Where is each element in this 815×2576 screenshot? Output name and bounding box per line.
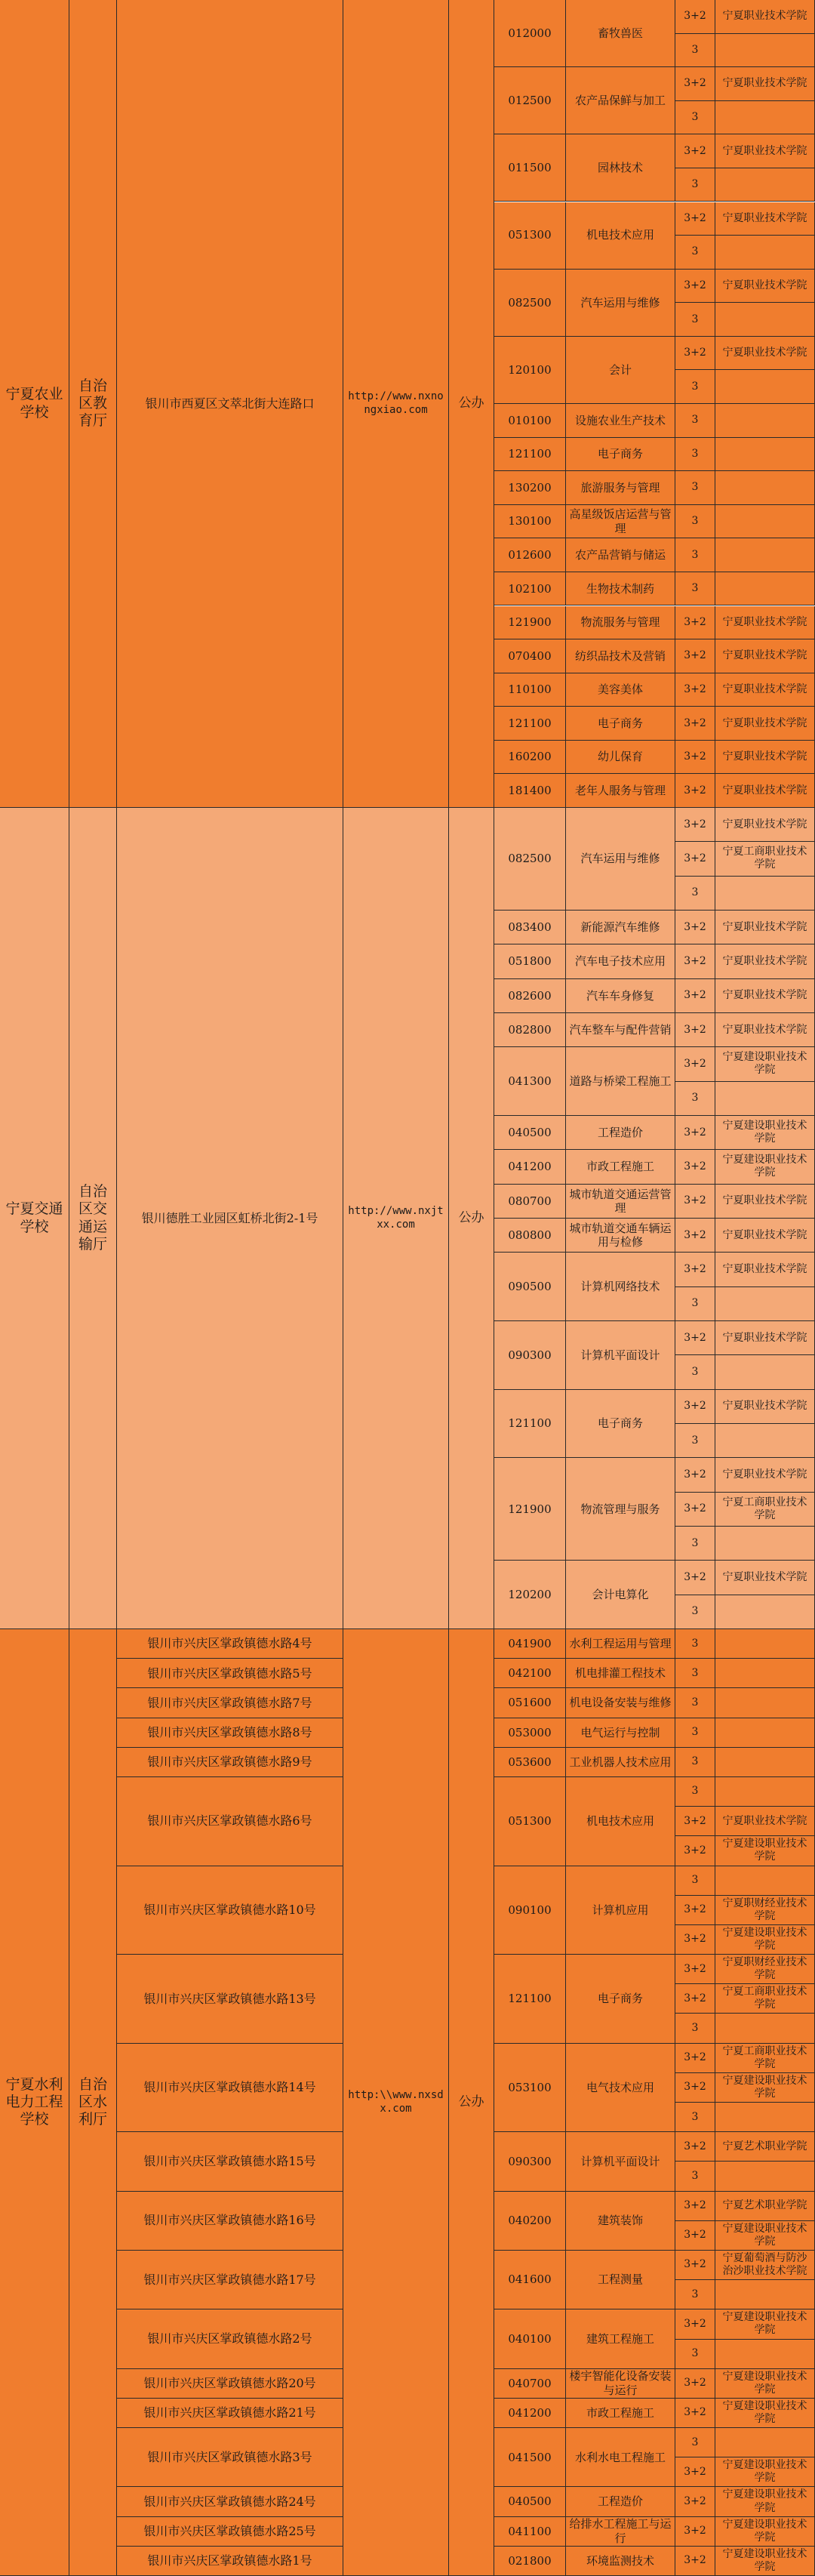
partner-college: 宁夏职业技术学院 bbox=[715, 774, 815, 808]
major-name: 汽车整车与配件营销 bbox=[566, 1013, 675, 1047]
major-address: 银川市兴庆区掌政镇德水路5号 bbox=[117, 1659, 343, 1688]
partner-college bbox=[715, 572, 815, 606]
partner-college bbox=[715, 1355, 815, 1389]
major-address: 银川市兴庆区掌政镇德水路1号 bbox=[117, 2547, 343, 2576]
study-length: 3+2 bbox=[675, 1955, 715, 1984]
major-code: 053600 bbox=[494, 1748, 566, 1777]
study-length: 3+2 bbox=[675, 202, 715, 236]
major-code: 040200 bbox=[494, 2192, 566, 2251]
study-length: 3 bbox=[675, 370, 715, 404]
major-code: 041100 bbox=[494, 2517, 566, 2547]
major-name: 机电排灌工程技术 bbox=[566, 1659, 675, 1688]
study-length: 3+2 bbox=[675, 808, 715, 842]
study-length: 3 bbox=[675, 404, 715, 438]
major-code: 181400 bbox=[494, 774, 566, 808]
major-address: 银川市兴庆区掌政镇德水路3号 bbox=[117, 2428, 343, 2487]
partner-college: 宁夏工商职业技术学院 bbox=[715, 842, 815, 876]
partner-college: 宁夏职业技术学院 bbox=[715, 707, 815, 741]
partner-college bbox=[715, 2162, 815, 2191]
study-length: 3 bbox=[675, 1424, 715, 1458]
study-length: 3 bbox=[675, 1527, 715, 1561]
major-code: 051800 bbox=[494, 944, 566, 978]
partner-college: 宁夏职业技术学院 bbox=[715, 1561, 815, 1595]
partner-college bbox=[715, 101, 815, 135]
partner-college: 宁夏工商职业技术学院 bbox=[715, 1984, 815, 2014]
school-address: 银川市西夏区文萃北街大连路口 bbox=[117, 0, 343, 808]
school-type: 公办 bbox=[449, 1629, 494, 2576]
partner-college: 宁夏建设职业技术学院 bbox=[715, 1836, 815, 1866]
study-length: 3+2 bbox=[675, 2487, 715, 2516]
partner-college: 宁夏工商职业技术学院 bbox=[715, 1493, 815, 1527]
major-name: 汽车电子技术应用 bbox=[566, 944, 675, 978]
partner-college bbox=[715, 168, 815, 202]
study-length: 3+2 bbox=[675, 1219, 715, 1253]
major-name: 会计电算化 bbox=[566, 1561, 675, 1629]
major-name: 计算机应用 bbox=[566, 1866, 675, 1955]
major-name: 老年人服务与管理 bbox=[566, 774, 675, 808]
study-length: 3+2 bbox=[675, 2457, 715, 2487]
partner-college: 宁夏职财经业技术学院 bbox=[715, 1955, 815, 1984]
study-length: 3+2 bbox=[675, 1984, 715, 2014]
study-length: 3+2 bbox=[675, 673, 715, 707]
study-length: 3+2 bbox=[675, 337, 715, 371]
study-length: 3+2 bbox=[675, 944, 715, 978]
partner-college bbox=[715, 538, 815, 572]
partner-college bbox=[715, 34, 815, 68]
major-name: 工程造价 bbox=[566, 1116, 675, 1150]
study-length: 3 bbox=[675, 168, 715, 202]
major-code: 041500 bbox=[494, 2428, 566, 2487]
major-code: 090300 bbox=[494, 2132, 566, 2191]
major-code: 090300 bbox=[494, 1321, 566, 1390]
major-name: 汽车运用与维修 bbox=[566, 808, 675, 911]
major-code: 090100 bbox=[494, 1866, 566, 1955]
major-name: 市政工程施工 bbox=[566, 1150, 675, 1184]
major-code: 082500 bbox=[494, 808, 566, 911]
partner-college bbox=[715, 1527, 815, 1561]
study-length: 3+2 bbox=[675, 2369, 715, 2399]
major-code: 040700 bbox=[494, 2369, 566, 2399]
study-length: 3 bbox=[675, 471, 715, 505]
major-code: 083400 bbox=[494, 911, 566, 944]
study-length: 3+2 bbox=[675, 1561, 715, 1595]
study-length: 3+2 bbox=[675, 0, 715, 34]
study-length: 3 bbox=[675, 1866, 715, 1896]
major-address: 银川市兴庆区掌政镇德水路21号 bbox=[117, 2399, 343, 2428]
major-name: 农产品保鲜与加工 bbox=[566, 67, 675, 134]
major-name: 农产品营销与储运 bbox=[566, 538, 675, 572]
partner-college: 宁夏建设职业技术学院 bbox=[715, 1925, 815, 1955]
study-length: 3 bbox=[675, 1629, 715, 1659]
major-address: 银川市兴庆区掌政镇德水路17号 bbox=[117, 2251, 343, 2309]
major-code: 120100 bbox=[494, 337, 566, 404]
partner-college: 宁夏职业技术学院 bbox=[715, 741, 815, 775]
study-length: 3 bbox=[675, 1355, 715, 1389]
partner-college: 宁夏职业技术学院 bbox=[715, 808, 815, 842]
major-address: 银川市兴庆区掌政镇德水路24号 bbox=[117, 2487, 343, 2516]
study-length: 3 bbox=[675, 1777, 715, 1807]
major-name: 计算机平面设计 bbox=[566, 1321, 675, 1390]
major-code: 041200 bbox=[494, 1150, 566, 1184]
study-length: 3+2 bbox=[675, 774, 715, 808]
major-name: 计算机网络技术 bbox=[566, 1253, 675, 1321]
major-name: 物流管理与服务 bbox=[566, 1458, 675, 1561]
partner-college bbox=[715, 1688, 815, 1718]
study-length: 3+2 bbox=[675, 1458, 715, 1492]
major-name: 电子商务 bbox=[566, 707, 675, 741]
major-code: 121100 bbox=[494, 1955, 566, 2044]
major-name: 水利水电工程施工 bbox=[566, 2428, 675, 2487]
partner-college bbox=[715, 370, 815, 404]
study-length: 3+2 bbox=[675, 1116, 715, 1150]
major-name: 高星级饭店运营与管理 bbox=[566, 505, 675, 539]
major-address: 银川市兴庆区掌政镇德水路14号 bbox=[117, 2044, 343, 2133]
study-length: 3 bbox=[675, 1082, 715, 1116]
partner-college bbox=[715, 471, 815, 505]
partner-college: 宁夏职财经业技术学院 bbox=[715, 1896, 815, 1925]
major-name: 电子商务 bbox=[566, 1955, 675, 2044]
major-address: 银川市兴庆区掌政镇德水路8号 bbox=[117, 1718, 343, 1748]
major-address: 银川市兴庆区掌政镇德水路7号 bbox=[117, 1688, 343, 1718]
partner-college: 宁夏职业技术学院 bbox=[715, 1253, 815, 1286]
major-code: 041300 bbox=[494, 1047, 566, 1116]
major-name: 纺织品技术及营销 bbox=[566, 639, 675, 673]
authority-dept: 自治区交通运输厅 bbox=[69, 808, 117, 1629]
major-name: 幼儿保育 bbox=[566, 741, 675, 775]
study-length: 3 bbox=[675, 1688, 715, 1718]
school-address: 银川德胜工业园区虹桥北街2-1号 bbox=[117, 808, 343, 1629]
authority-dept: 自治区教育厅 bbox=[69, 0, 117, 808]
study-length: 3 bbox=[675, 1595, 715, 1629]
partner-college bbox=[715, 1866, 815, 1896]
partner-college: 宁夏职业技术学院 bbox=[715, 673, 815, 707]
partner-college bbox=[715, 1287, 815, 1321]
major-code: 130100 bbox=[494, 505, 566, 539]
major-code: 070400 bbox=[494, 639, 566, 673]
major-address: 银川市兴庆区掌政镇德水路6号 bbox=[117, 1777, 343, 1866]
major-name: 畜牧兽医 bbox=[566, 0, 675, 67]
partner-college: 宁夏建设职业技术学院 bbox=[715, 1047, 815, 1081]
study-length: 3+2 bbox=[675, 1836, 715, 1866]
study-length: 3+2 bbox=[675, 270, 715, 304]
major-name: 机电技术应用 bbox=[566, 202, 675, 270]
study-length: 3 bbox=[675, 538, 715, 572]
major-name: 市政工程施工 bbox=[566, 2399, 675, 2428]
major-name: 工程测量 bbox=[566, 2251, 675, 2309]
study-length: 3+2 bbox=[675, 134, 715, 168]
major-code: 121900 bbox=[494, 606, 566, 640]
partner-college: 宁夏职业技术学院 bbox=[715, 134, 815, 168]
study-length: 3+2 bbox=[675, 2192, 715, 2221]
major-name: 城市轨道交通车辆运用与检修 bbox=[566, 1219, 675, 1253]
partner-college bbox=[715, 1595, 815, 1629]
major-name: 城市轨道交通运营管理 bbox=[566, 1185, 675, 1219]
study-length: 3 bbox=[675, 2340, 715, 2369]
partner-college: 宁夏职业技术学院 bbox=[715, 1321, 815, 1355]
major-address: 银川市兴庆区掌政镇德水路2号 bbox=[117, 2309, 343, 2368]
major-code: 012500 bbox=[494, 67, 566, 134]
partner-college bbox=[715, 2103, 815, 2132]
study-length: 3+2 bbox=[675, 2221, 715, 2251]
study-length: 3+2 bbox=[675, 1185, 715, 1219]
study-length: 3+2 bbox=[675, 639, 715, 673]
major-code: 080800 bbox=[494, 1219, 566, 1253]
study-length: 3 bbox=[675, 2162, 715, 2191]
major-code: 082800 bbox=[494, 1013, 566, 1047]
partner-college: 宁夏职业技术学院 bbox=[715, 67, 815, 101]
partner-college: 宁夏职业技术学院 bbox=[715, 1458, 815, 1492]
partner-college bbox=[715, 2428, 815, 2457]
major-name: 水利工程运用与管理 bbox=[566, 1629, 675, 1659]
major-code: 090500 bbox=[494, 1253, 566, 1321]
partner-college: 宁夏艺术职业学院 bbox=[715, 2132, 815, 2162]
major-address: 银川市兴庆区掌政镇德水路9号 bbox=[117, 1748, 343, 1777]
partner-college: 宁夏建设职业技术学院 bbox=[715, 1150, 815, 1184]
school-name: 宁夏交通学校 bbox=[0, 808, 69, 1629]
partner-college: 宁夏建设职业技术学院 bbox=[715, 2487, 815, 2516]
partner-college: 宁夏葡萄酒与防沙治沙职业技术学院 bbox=[715, 2251, 815, 2280]
partner-college: 宁夏职业技术学院 bbox=[715, 1807, 815, 1836]
partner-college: 宁夏职业技术学院 bbox=[715, 1390, 815, 1424]
major-code: 021800 bbox=[494, 2547, 566, 2576]
study-length: 3 bbox=[675, 877, 715, 911]
school-type: 公办 bbox=[449, 0, 494, 808]
major-name: 计算机平面设计 bbox=[566, 2132, 675, 2191]
major-name: 机电技术应用 bbox=[566, 1777, 675, 1866]
study-length: 3 bbox=[675, 505, 715, 539]
major-address: 银川市兴庆区掌政镇德水路10号 bbox=[117, 1866, 343, 1955]
major-name: 环境监测技术 bbox=[566, 2547, 675, 2576]
major-name: 物流服务与管理 bbox=[566, 606, 675, 640]
major-code: 051300 bbox=[494, 1777, 566, 1866]
study-length: 3+2 bbox=[675, 979, 715, 1013]
study-length: 3 bbox=[675, 572, 715, 606]
major-code: 040500 bbox=[494, 2487, 566, 2516]
major-name: 电气技术应用 bbox=[566, 2044, 675, 2133]
major-code: 082500 bbox=[494, 270, 566, 337]
major-code: 041600 bbox=[494, 2251, 566, 2309]
major-name: 会计 bbox=[566, 337, 675, 404]
major-name: 工程造价 bbox=[566, 2487, 675, 2516]
study-length: 3+2 bbox=[675, 2073, 715, 2103]
partner-college bbox=[715, 236, 815, 270]
partner-college: 宁夏建设职业技术学院 bbox=[715, 2369, 815, 2399]
partner-college bbox=[715, 2014, 815, 2043]
study-length: 3+2 bbox=[675, 1047, 715, 1081]
major-code: 051600 bbox=[494, 1688, 566, 1718]
study-length: 3+2 bbox=[675, 1390, 715, 1424]
partner-college: 宁夏职业技术学院 bbox=[715, 944, 815, 978]
partner-college: 宁夏建设职业技术学院 bbox=[715, 2073, 815, 2103]
school-website: http:\\www.nxsdx.com bbox=[343, 1629, 449, 2576]
major-address: 银川市兴庆区掌政镇德水路16号 bbox=[117, 2192, 343, 2251]
major-code: 041900 bbox=[494, 1629, 566, 1659]
partner-college bbox=[715, 1424, 815, 1458]
partner-college: 宁夏建设职业技术学院 bbox=[715, 2399, 815, 2428]
partner-college bbox=[715, 438, 815, 472]
major-name: 电气运行与控制 bbox=[566, 1718, 675, 1748]
study-length: 3+2 bbox=[675, 1253, 715, 1286]
major-name: 旅游服务与管理 bbox=[566, 471, 675, 505]
major-code: 010100 bbox=[494, 404, 566, 438]
major-name: 工业机器人技术应用 bbox=[566, 1748, 675, 1777]
study-length: 3+2 bbox=[675, 2251, 715, 2280]
study-length: 3+2 bbox=[675, 741, 715, 775]
major-code: 121100 bbox=[494, 707, 566, 741]
major-code: 012000 bbox=[494, 0, 566, 67]
major-name: 电子商务 bbox=[566, 1390, 675, 1459]
major-code: 121100 bbox=[494, 1390, 566, 1459]
partner-college: 宁夏职业技术学院 bbox=[715, 202, 815, 236]
study-length: 3 bbox=[675, 2428, 715, 2457]
partner-college: 宁夏建设职业技术学院 bbox=[715, 2547, 815, 2576]
major-address: 银川市兴庆区掌政镇德水路4号 bbox=[117, 1629, 343, 1659]
major-name: 楼宇智能化设备安装与运行 bbox=[566, 2369, 675, 2399]
major-name: 美容美体 bbox=[566, 673, 675, 707]
study-length: 3+2 bbox=[675, 2044, 715, 2073]
study-length: 3+2 bbox=[675, 1807, 715, 1836]
major-name: 给排水工程施工与运行 bbox=[566, 2517, 675, 2547]
partner-college: 宁夏职业技术学院 bbox=[715, 911, 815, 944]
study-length: 3+2 bbox=[675, 1013, 715, 1047]
partner-college bbox=[715, 1629, 815, 1659]
partner-college: 宁夏职业技术学院 bbox=[715, 979, 815, 1013]
major-code: 082600 bbox=[494, 979, 566, 1013]
school-website: http://www.nxjtxx.com bbox=[343, 808, 449, 1629]
major-code: 121900 bbox=[494, 1458, 566, 1561]
partner-college: 宁夏职业技术学院 bbox=[715, 639, 815, 673]
study-length: 3+2 bbox=[675, 2309, 715, 2339]
major-name: 道路与桥梁工程施工 bbox=[566, 1047, 675, 1116]
partner-college bbox=[715, 1659, 815, 1688]
major-address: 银川市兴庆区掌政镇德水路25号 bbox=[117, 2517, 343, 2547]
partner-college: 宁夏职业技术学院 bbox=[715, 337, 815, 371]
partner-college: 宁夏职业技术学院 bbox=[715, 1185, 815, 1219]
major-name: 建筑工程施工 bbox=[566, 2309, 675, 2368]
study-length: 3+2 bbox=[675, 707, 715, 741]
major-code: 053100 bbox=[494, 2044, 566, 2133]
study-length: 3 bbox=[675, 2280, 715, 2309]
partner-college: 宁夏建设职业技术学院 bbox=[715, 2457, 815, 2487]
partner-college bbox=[715, 1748, 815, 1777]
major-name: 建筑装饰 bbox=[566, 2192, 675, 2251]
study-length: 3+2 bbox=[675, 842, 715, 876]
study-length: 3+2 bbox=[675, 1925, 715, 1955]
study-length: 3 bbox=[675, 2014, 715, 2043]
school-name: 宁夏农业学校 bbox=[0, 0, 69, 808]
major-address: 银川市兴庆区掌政镇德水路13号 bbox=[117, 1955, 343, 2044]
major-code: 012600 bbox=[494, 538, 566, 572]
study-length: 3+2 bbox=[675, 2517, 715, 2547]
major-name: 园林技术 bbox=[566, 134, 675, 202]
partner-college: 宁夏职业技术学院 bbox=[715, 270, 815, 304]
major-code: 042100 bbox=[494, 1659, 566, 1688]
study-length: 3 bbox=[675, 34, 715, 68]
study-length: 3+2 bbox=[675, 1493, 715, 1527]
major-name: 机电设备安装与维修 bbox=[566, 1688, 675, 1718]
major-name: 设施农业生产技术 bbox=[566, 404, 675, 438]
study-length: 3+2 bbox=[675, 606, 715, 640]
study-length: 3+2 bbox=[675, 1321, 715, 1355]
major-name: 汽车运用与维修 bbox=[566, 270, 675, 337]
partner-college bbox=[715, 1082, 815, 1116]
partner-college: 宁夏建设职业技术学院 bbox=[715, 2309, 815, 2339]
study-length: 3 bbox=[675, 1718, 715, 1748]
partner-college bbox=[715, 1777, 815, 1807]
partner-college: 宁夏职业技术学院 bbox=[715, 1219, 815, 1253]
partner-college: 宁夏建设职业技术学院 bbox=[715, 2221, 815, 2251]
partner-college bbox=[715, 404, 815, 438]
study-length: 3 bbox=[675, 101, 715, 135]
partner-college: 宁夏工商职业技术学院 bbox=[715, 2044, 815, 2073]
major-code: 102100 bbox=[494, 572, 566, 606]
major-code: 041200 bbox=[494, 2399, 566, 2428]
study-length: 3 bbox=[675, 236, 715, 270]
major-code: 080700 bbox=[494, 1185, 566, 1219]
study-length: 3 bbox=[675, 1287, 715, 1321]
school-website: http://www.nxnongxiao.com bbox=[343, 0, 449, 808]
partner-college: 宁夏建设职业技术学院 bbox=[715, 1116, 815, 1150]
study-length: 3 bbox=[675, 438, 715, 472]
partner-college bbox=[715, 2340, 815, 2369]
major-code: 053000 bbox=[494, 1718, 566, 1748]
authority-dept: 自治区水利厅 bbox=[69, 1629, 117, 2576]
study-length: 3+2 bbox=[675, 2399, 715, 2428]
major-code: 160200 bbox=[494, 741, 566, 775]
study-length: 3+2 bbox=[675, 1896, 715, 1925]
partner-college bbox=[715, 303, 815, 337]
major-name: 生物技术制药 bbox=[566, 572, 675, 606]
study-length: 3 bbox=[675, 1748, 715, 1777]
school-name: 宁夏水利电力工程学校 bbox=[0, 1629, 69, 2576]
major-code: 121100 bbox=[494, 438, 566, 472]
partner-college bbox=[715, 877, 815, 911]
study-length: 3+2 bbox=[675, 2547, 715, 2576]
study-length: 3+2 bbox=[675, 67, 715, 101]
major-name: 新能源汽车维修 bbox=[566, 911, 675, 944]
major-code: 040500 bbox=[494, 1116, 566, 1150]
partner-college: 宁夏职业技术学院 bbox=[715, 606, 815, 640]
major-address: 银川市兴庆区掌政镇德水路15号 bbox=[117, 2132, 343, 2191]
study-length: 3 bbox=[675, 1659, 715, 1688]
partner-college: 宁夏建设职业技术学院 bbox=[715, 2517, 815, 2547]
partner-college bbox=[715, 1718, 815, 1748]
major-name: 汽车车身修复 bbox=[566, 979, 675, 1013]
partner-college bbox=[715, 505, 815, 539]
partner-college bbox=[715, 2280, 815, 2309]
partner-college: 宁夏艺术职业学院 bbox=[715, 2192, 815, 2221]
major-code: 110100 bbox=[494, 673, 566, 707]
study-length: 3+2 bbox=[675, 911, 715, 944]
major-address: 银川市兴庆区掌政镇德水路20号 bbox=[117, 2369, 343, 2399]
study-length: 3+2 bbox=[675, 2132, 715, 2162]
study-length: 3 bbox=[675, 2103, 715, 2132]
partner-college: 宁夏职业技术学院 bbox=[715, 0, 815, 34]
partner-college: 宁夏职业技术学院 bbox=[715, 1013, 815, 1047]
major-code: 011500 bbox=[494, 134, 566, 202]
major-code: 040100 bbox=[494, 2309, 566, 2368]
major-code: 120200 bbox=[494, 1561, 566, 1629]
major-code: 051300 bbox=[494, 202, 566, 270]
school-type: 公办 bbox=[449, 808, 494, 1629]
major-code: 130200 bbox=[494, 471, 566, 505]
study-length: 3 bbox=[675, 303, 715, 337]
study-length: 3+2 bbox=[675, 1150, 715, 1184]
major-name: 电子商务 bbox=[566, 438, 675, 472]
